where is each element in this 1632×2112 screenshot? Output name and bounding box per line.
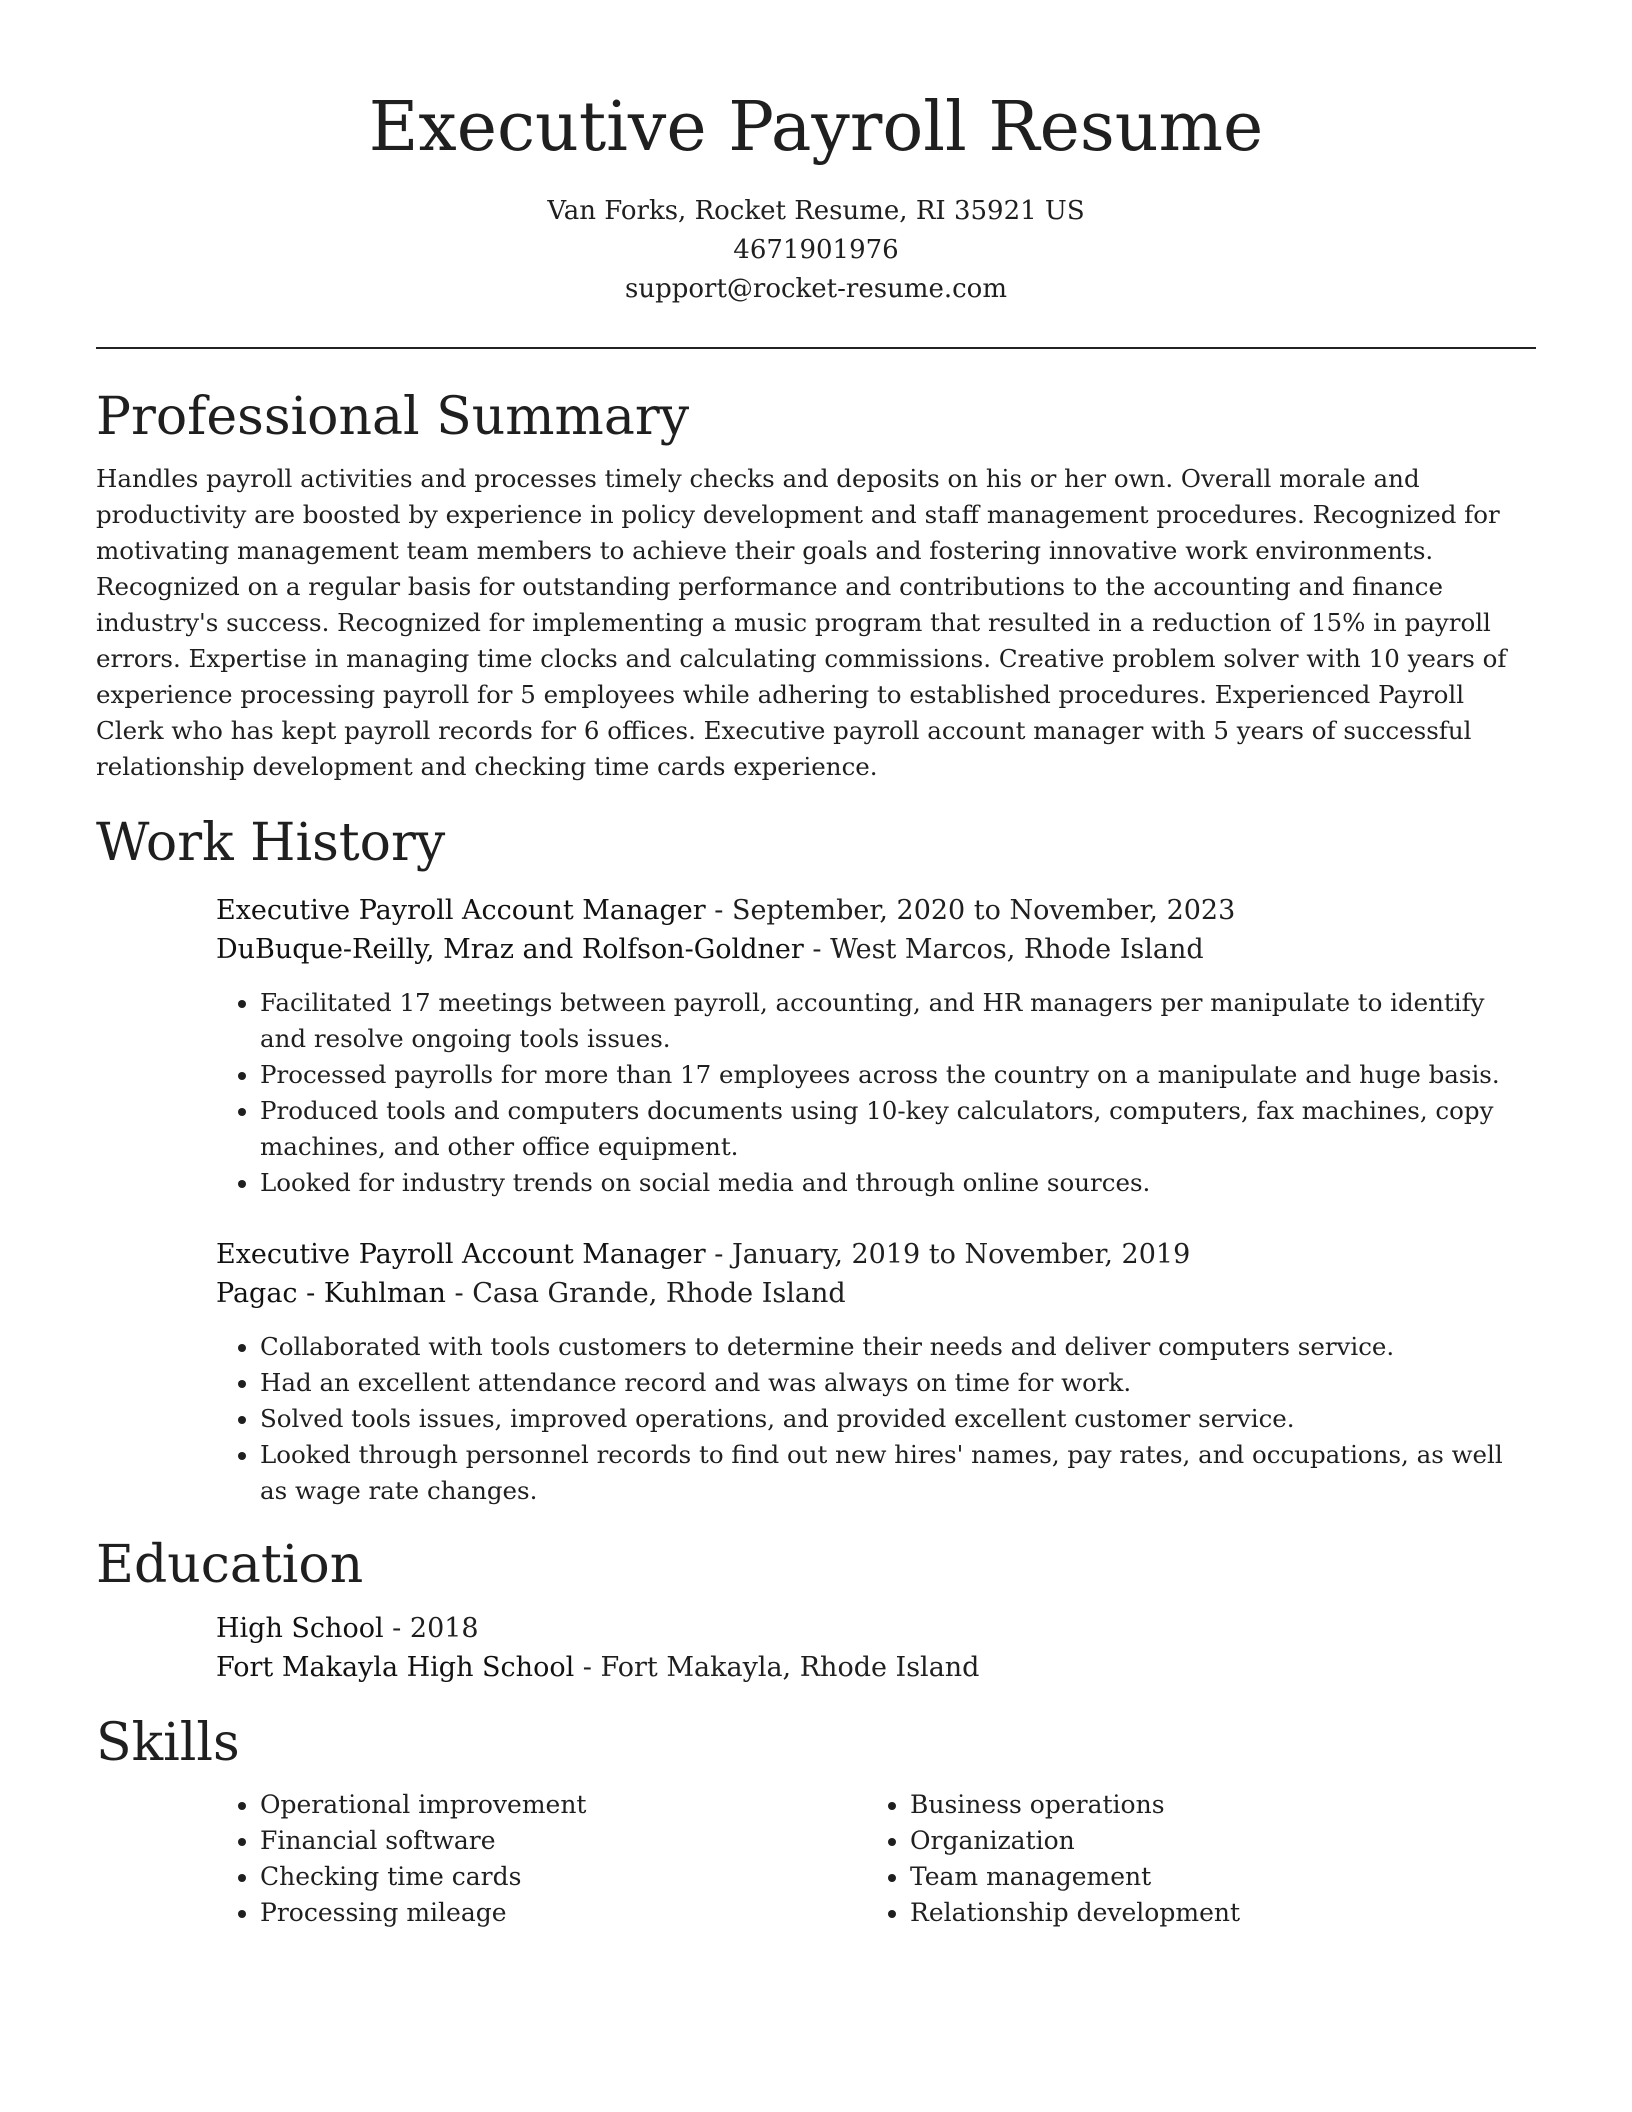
skill-item: • Checking time cards <box>260 1859 866 1895</box>
summary-text: Handles payroll activities and processes timely checks and deposits on his or her own. Overall morale and productivity are boosted by experience in policy development and staff management procedures. Recognized for motivating management team members to achieve their goals and fostering innovative work environments. Recognized on a regular basis for outstanding performance and contributions to the accounting and finance industry's success. Recognized for implementing a music program that resulted in a reduction of 15% in payroll errors. Expertise in managing time clocks and calculating commissions. Creative problem solver with 10 years of experience processing payroll for 5 employees while adhering to established procedures. Experienced Payroll Clerk who has kept payroll records for 6 offices. Executive payroll account manager with 5 years of successful relationship development and checking time cards experience. <box>96 464 1507 781</box>
education-degree: High School <box>216 1613 384 1644</box>
header-divider <box>96 347 1536 349</box>
education-heading: Education <box>96 1535 364 1595</box>
list-item: • Looked for industry trends on social media and through online sources. <box>260 1165 1536 1201</box>
education-entry <box>216 1609 1536 1687</box>
skill-item: • Team management <box>910 1859 1536 1895</box>
job-title-line <box>216 1235 1536 1274</box>
job-title-line <box>216 891 1536 930</box>
list-item: • Facilitated 17 meetings between payroll, accounting, and HR managers per manipulate to identify and resolve ongoing tools issues. <box>260 985 1536 1057</box>
separator: - <box>445 1278 473 1309</box>
resume-header <box>0 0 1632 309</box>
separator: - <box>705 895 732 926</box>
job-location: West Marcos, Rhode Island <box>830 934 1204 965</box>
education-year: 2018 <box>409 1613 479 1644</box>
list-item: • Had an excellent attendance record and was always on time for work. <box>260 1365 1536 1401</box>
skills-section <box>96 1711 1536 1931</box>
summary-heading: Professional Summary <box>96 387 690 447</box>
email-text: support@rocket-resume.com <box>624 274 1007 304</box>
list-item: • Produced tools and computers documents using 10-key calculators, computers, fax machines, copy machines, and other office equipment. <box>260 1093 1536 1165</box>
education-degree-line <box>216 1609 1536 1648</box>
skills-heading: Skills <box>96 1713 240 1773</box>
job-company-line <box>216 930 1536 969</box>
job-bullets <box>216 985 1536 1201</box>
job-dates: September, 2020 to November, 2023 <box>731 895 1236 926</box>
resume-title: Executive Payroll Resume <box>368 88 1264 167</box>
job-entry-2 <box>216 1235 1536 1509</box>
work-history-heading: Work History <box>96 813 446 873</box>
skill-item: • Relationship development <box>910 1895 1536 1931</box>
skill-item: • Financial software <box>260 1823 866 1859</box>
job-company: Pagac - Kuhlman <box>216 1278 446 1309</box>
job-entry-1 <box>216 891 1536 1201</box>
separator: - <box>574 1652 601 1683</box>
skills-list-left <box>216 1787 866 1931</box>
skill-item: • Operational improvement <box>260 1787 866 1823</box>
separator: - <box>383 1613 410 1644</box>
education-section <box>96 1533 1536 1687</box>
separator: - <box>803 934 831 965</box>
list-item: • Solved tools issues, improved operations, and provided excellent customer service. <box>260 1401 1536 1437</box>
list-item: • Processed payrolls for more than 17 employees across the country on a manipulate and huge basis. <box>260 1057 1536 1093</box>
job-company-line <box>216 1274 1536 1313</box>
address-text: Van Forks, Rocket Resume, RI 35921 US <box>547 196 1085 226</box>
skills-grid <box>216 1787 1536 1931</box>
separator: - <box>705 1239 732 1270</box>
job-position: Executive Payroll Account Manager <box>216 1239 706 1270</box>
job-dates: January, 2019 to November, 2019 <box>731 1239 1191 1270</box>
skills-list-right <box>866 1787 1536 1931</box>
job-location: Casa Grande, Rhode Island <box>472 1278 846 1309</box>
skill-item: • Organization <box>910 1823 1536 1859</box>
education-school-line <box>216 1648 1536 1687</box>
job-bullets <box>216 1329 1536 1509</box>
skill-item: • Business operations <box>910 1787 1536 1823</box>
skill-item: • Processing mileage <box>260 1895 866 1931</box>
education-location: Fort Makayla, Rhode Island <box>600 1652 980 1683</box>
summary-section <box>96 385 1536 785</box>
work-history-section <box>96 811 1536 1509</box>
phone-text: 4671901976 <box>733 235 899 265</box>
list-item: • Collaborated with tools customers to determine their needs and deliver computers service. <box>260 1329 1536 1365</box>
education-school: Fort Makayla High School <box>216 1652 575 1683</box>
list-item: • Looked through personnel records to find out new hires' names, pay rates, and occupations, as well as wage rate changes. <box>260 1437 1536 1509</box>
job-position: Executive Payroll Account Manager <box>216 895 706 926</box>
contact-block <box>0 192 1632 309</box>
job-company: DuBuque-Reilly, Mraz and Rolfson-Goldner <box>216 934 804 965</box>
